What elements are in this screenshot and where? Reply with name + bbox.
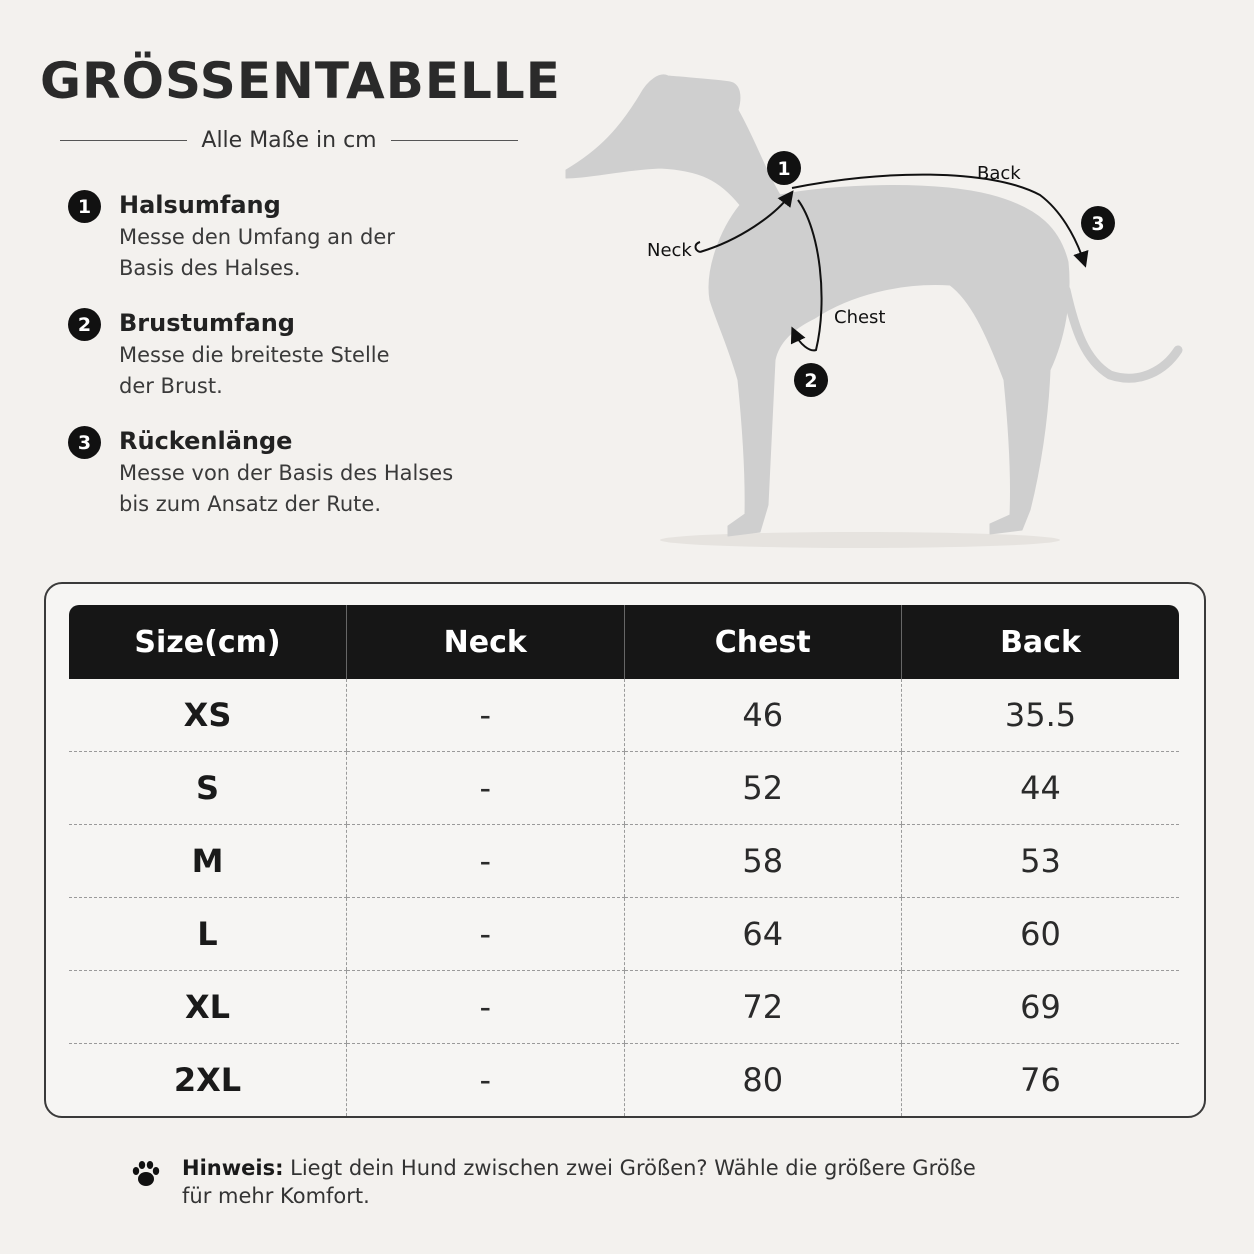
cell-back: 44 xyxy=(902,752,1180,825)
header-back: Back xyxy=(902,605,1180,679)
cell-chest: 64 xyxy=(624,898,902,971)
measure-item-chest xyxy=(68,306,538,402)
back-label: Back xyxy=(977,163,1021,184)
note-section xyxy=(130,1154,1030,1210)
diagram-badge-2 xyxy=(794,363,828,397)
diagram-badge-1 xyxy=(767,151,801,185)
cell-chest: 72 xyxy=(624,971,902,1044)
cell-size: L xyxy=(69,898,347,971)
dog-silhouette-icon xyxy=(566,75,1178,536)
cell-size: M xyxy=(69,825,347,898)
note-text xyxy=(182,1154,1030,1210)
size-table-card xyxy=(44,582,1206,1118)
measure-item-back xyxy=(68,424,538,520)
number-badge: 1 xyxy=(68,190,101,223)
cell-chest: 58 xyxy=(624,825,902,898)
cell-back: 53 xyxy=(902,825,1180,898)
measurement-instructions xyxy=(68,188,538,542)
cell-neck: - xyxy=(347,1044,625,1117)
cell-neck: - xyxy=(347,971,625,1044)
measure-item-neck xyxy=(68,188,538,284)
ground-shadow xyxy=(660,532,1060,548)
cell-size: XS xyxy=(69,679,347,752)
measure-desc-line: Messe die breiteste Stelle xyxy=(119,343,390,367)
measure-desc-line: Basis des Halses. xyxy=(119,256,301,280)
units-label: Alle Maße in cm xyxy=(201,128,377,153)
cell-neck: - xyxy=(347,898,625,971)
dog-measurement-diagram xyxy=(560,60,1200,560)
divider-left xyxy=(60,140,187,141)
page-title: GRÖSSENTABELLE xyxy=(40,52,561,110)
cell-size: S xyxy=(69,752,347,825)
table-row xyxy=(69,825,1179,898)
measure-title: Brustumfang xyxy=(119,309,295,337)
cell-chest: 52 xyxy=(624,752,902,825)
table-row xyxy=(69,898,1179,971)
neck-label: Neck xyxy=(647,240,692,261)
measure-title: Halsumfang xyxy=(119,191,281,219)
table-row xyxy=(69,1044,1179,1117)
note-line-1: Liegt dein Hund zwischen zwei Größen? Wähle die größere Größe xyxy=(283,1156,976,1180)
table-row xyxy=(69,971,1179,1044)
paw-icon xyxy=(130,1158,162,1190)
header-size: Size(cm) xyxy=(69,605,347,679)
measure-desc-line: Messe den Umfang an der xyxy=(119,225,395,249)
table-row xyxy=(69,679,1179,752)
cell-back: 69 xyxy=(902,971,1180,1044)
cell-size: XL xyxy=(69,971,347,1044)
cell-back: 60 xyxy=(902,898,1180,971)
table-row xyxy=(69,752,1179,825)
cell-size: 2XL xyxy=(173,1061,242,1099)
units-subtitle xyxy=(60,128,518,153)
neck-measure-arrow-start xyxy=(696,242,701,252)
measure-desc-line: der Brust. xyxy=(119,374,223,398)
note-line-2: für mehr Komfort. xyxy=(182,1184,370,1208)
cell-back: 76 xyxy=(902,1044,1180,1117)
header-chest: Chest xyxy=(624,605,902,679)
cell-neck: - xyxy=(347,752,625,825)
number-badge: 3 xyxy=(68,426,101,459)
divider-right xyxy=(391,140,518,141)
measure-title: Rückenlänge xyxy=(119,427,293,455)
cell-neck: - xyxy=(347,679,625,752)
number-badge: 2 xyxy=(68,308,101,341)
measure-desc-line: bis zum Ansatz der Rute. xyxy=(119,492,382,516)
diagram-badge-number: 2 xyxy=(804,370,818,392)
table-header-row xyxy=(69,605,1179,679)
cell-chest: 46 xyxy=(624,679,902,752)
diagram-badge-number: 1 xyxy=(777,158,791,180)
cell-neck: - xyxy=(347,825,625,898)
chest-label: Chest xyxy=(834,307,886,328)
diagram-badge-3 xyxy=(1081,206,1115,240)
cell-chest: 80 xyxy=(624,1044,902,1117)
measure-desc-line: Messe von der Basis des Halses xyxy=(119,461,454,485)
diagram-badge-number: 3 xyxy=(1091,213,1105,235)
size-table xyxy=(69,605,1179,1116)
note-label: Hinweis: xyxy=(182,1156,284,1180)
cell-back: 35.5 xyxy=(902,679,1180,752)
header-neck: Neck xyxy=(347,605,625,679)
